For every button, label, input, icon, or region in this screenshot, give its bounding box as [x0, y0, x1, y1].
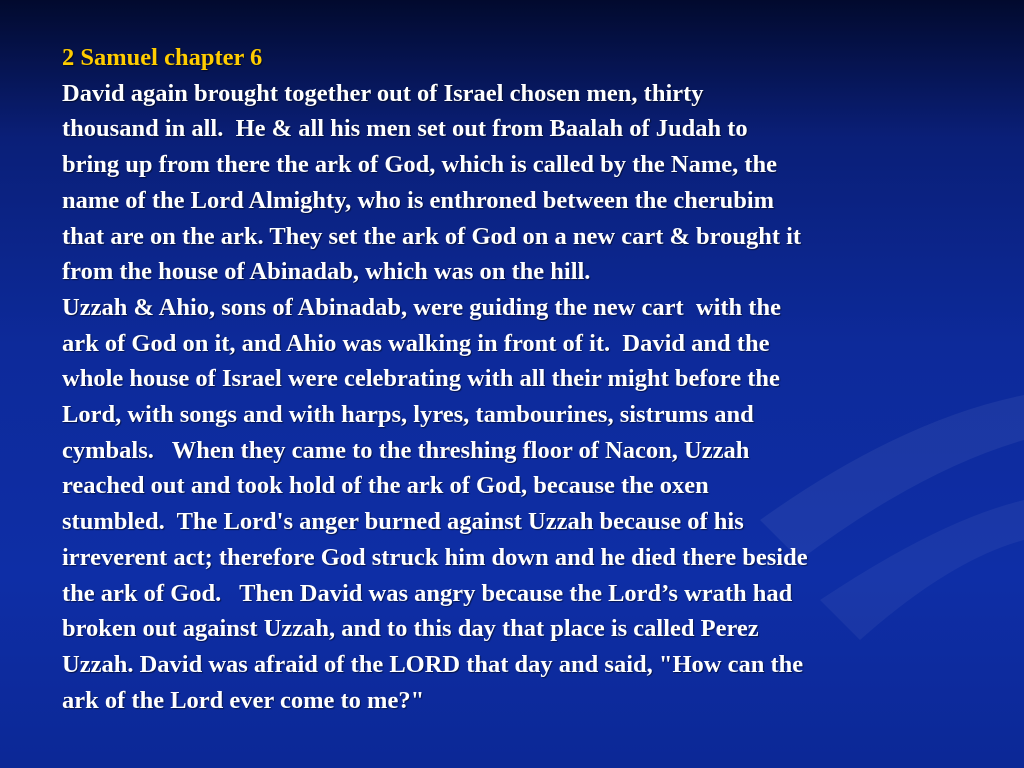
- text-line: stumbled. The Lord's anger burned against Uzzah because of his: [62, 508, 744, 536]
- text-line: Uzzah & Ahio, sons of Abinadab, were guiding the new cart with the: [62, 293, 781, 321]
- text-line: name of the Lord Almighty, who is enthroned between the cherubim: [62, 186, 775, 214]
- text-line: broken out against Uzzah, and to this day that place is called Perez: [62, 615, 759, 643]
- slide-body-text: [62, 40, 982, 718]
- text-line: irreverent act; therefore God struck him down and he died there beside: [62, 543, 808, 571]
- text-line: that are on the ark. They set the ark of God on a new cart & brought it: [62, 222, 802, 250]
- text-line: thousand in all. He & all his men set out from Baalah of Judah to: [62, 115, 748, 143]
- slide-title: 2 Samuel chapter 6: [62, 44, 263, 71]
- text-line: Lord, with songs and with harps, lyres, tambourines, sistrums and: [62, 401, 754, 429]
- text-line: ark of God on it, and Ahio was walking in front of it. David and the: [62, 329, 770, 357]
- text-line: cymbals. When they came to the threshing floor of Nacon, Uzzah: [62, 436, 750, 464]
- text-line: from the house of Abinadab, which was on the hill.: [62, 258, 591, 286]
- text-line: David again brought together out of Israel chosen men, thirty: [62, 79, 704, 107]
- text-line: Uzzah. David was afraid of the LORD that day and said, "How can the: [62, 650, 804, 678]
- text-line: ark of the Lord ever come to me?": [62, 686, 425, 714]
- text-line: whole house of Israel were celebrating with all their might before the: [62, 365, 780, 393]
- text-line: bring up from there the ark of God, which is called by the Name, the: [62, 151, 778, 179]
- text-line: reached out and took hold of the ark of God, because the oxen: [62, 472, 709, 500]
- text-line: the ark of God. Then David was angry because the Lord’s wrath had: [62, 579, 793, 607]
